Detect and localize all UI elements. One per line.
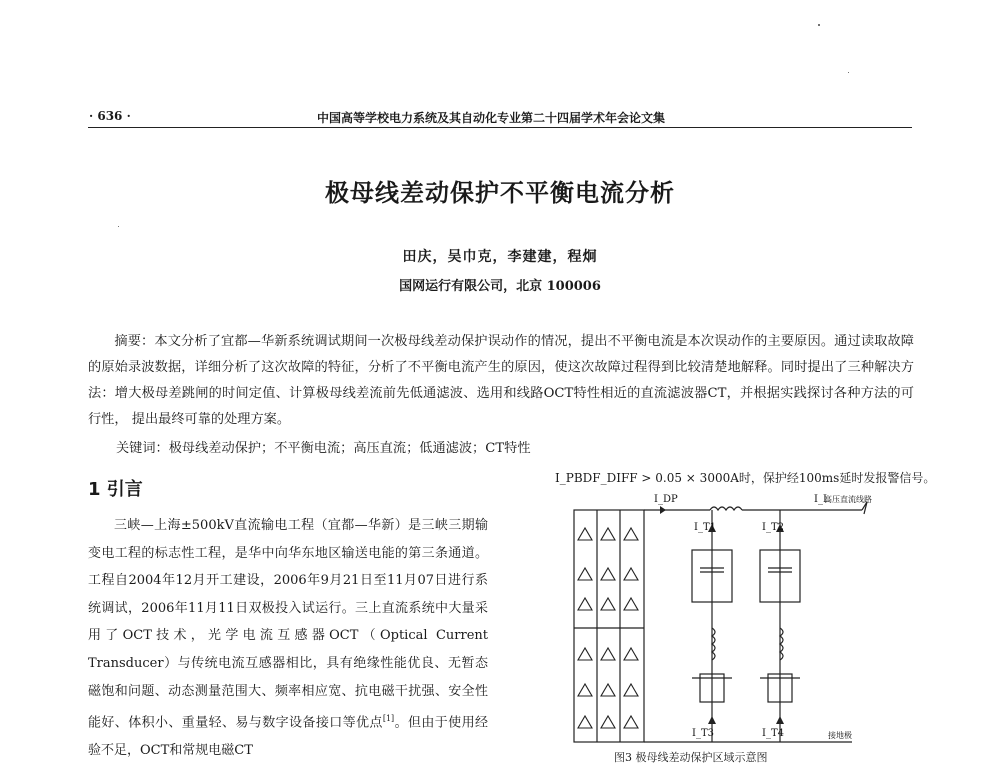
- scan-speck: [848, 72, 849, 73]
- abstract: 摘要：本文分析了宜都—华新系统调试期间一次极母线差动保护误动作的情况，提出不平衡电流是本次误动作的主要原因。通过读取故障的原始录波数据，详细分析了这次故障的特征，分析了不平衡电流产生的原因，使这次故障过程得到比较清楚地解释。同时提出了三种解决方法：增大极母差跳闸的时间定值、计算极母线差流前先低通滤波、选用和线路OCT特性相近的直流滤波器CT，并根据实践探讨各种方法的可行性， 提出最终可靠的处理方案。: [88, 334, 914, 427]
- affiliation: 国网运行有限公司，北京 100006: [399, 279, 601, 294]
- authors: 田庆，吴巾克，李建建，程炯: [402, 249, 598, 265]
- bus-diagram: [562, 488, 892, 750]
- paper-title: 极母线差动保护不平衡电流分析: [325, 178, 675, 207]
- label-it1: I_T1: [694, 522, 716, 533]
- intro-paragraph-tail: 。但由于使用经验不足，OCT和常规电磁CT: [88, 715, 488, 759]
- label-it3: I_T3: [692, 728, 714, 739]
- intro-paragraph: 三峡—上海±500kV直流输电工程（宜都—华新）是三峡三期输变电工程的标志性工程，是华中向华东地区输送电能的第三条通道。工程自2004年12月开工建设，2006年9月21日至11月07日进行系统调试，2006年11月11日双极投入试运行。三上直流系统中大量采用了OCT技术，光学电流互感器OCT（Optical Current Transducer）与传统电流互感器相比，具有绝缘性能优良、无暂态磁饱和问题、动态测量范围大、频率相应宽、抗电磁干扰强、安全性能好、体积小、重量轻、易与数字设备接口等优点: [88, 518, 488, 731]
- keywords: 关键词：极母线差动保护；不平衡电流；高压直流；低通滤波；CT特性: [116, 441, 531, 456]
- figure-caption: 图3 极母线差动保护区域示意图: [614, 751, 768, 764]
- label-it2: I_T2: [762, 522, 784, 533]
- label-hv-line: 高压直流线路: [824, 495, 872, 504]
- citation-ref: [1]: [382, 714, 395, 724]
- header-rule: [88, 127, 912, 128]
- intro-body: [88, 512, 488, 765]
- scan-speck: [818, 24, 820, 26]
- scan-speck: [118, 226, 119, 227]
- smoothing-reactor: [710, 507, 742, 510]
- page-number: · 636 ·: [89, 109, 131, 123]
- label-idp: I_DP: [654, 494, 678, 505]
- label-il: I_L: [814, 494, 830, 505]
- label-ground: 接地极: [828, 731, 852, 740]
- alarm-condition: I_PBDF_DIFF > 0.05 × 3000A时，保护经100ms延时发报警信号。: [555, 471, 936, 485]
- label-it4: I_T4: [762, 728, 784, 739]
- journal-header: 中国高等学校电力系统及其自动化专业第二十四届学术年会论文集: [317, 111, 666, 125]
- section-heading: 1 引言: [88, 479, 143, 500]
- converter-frame: [574, 510, 644, 742]
